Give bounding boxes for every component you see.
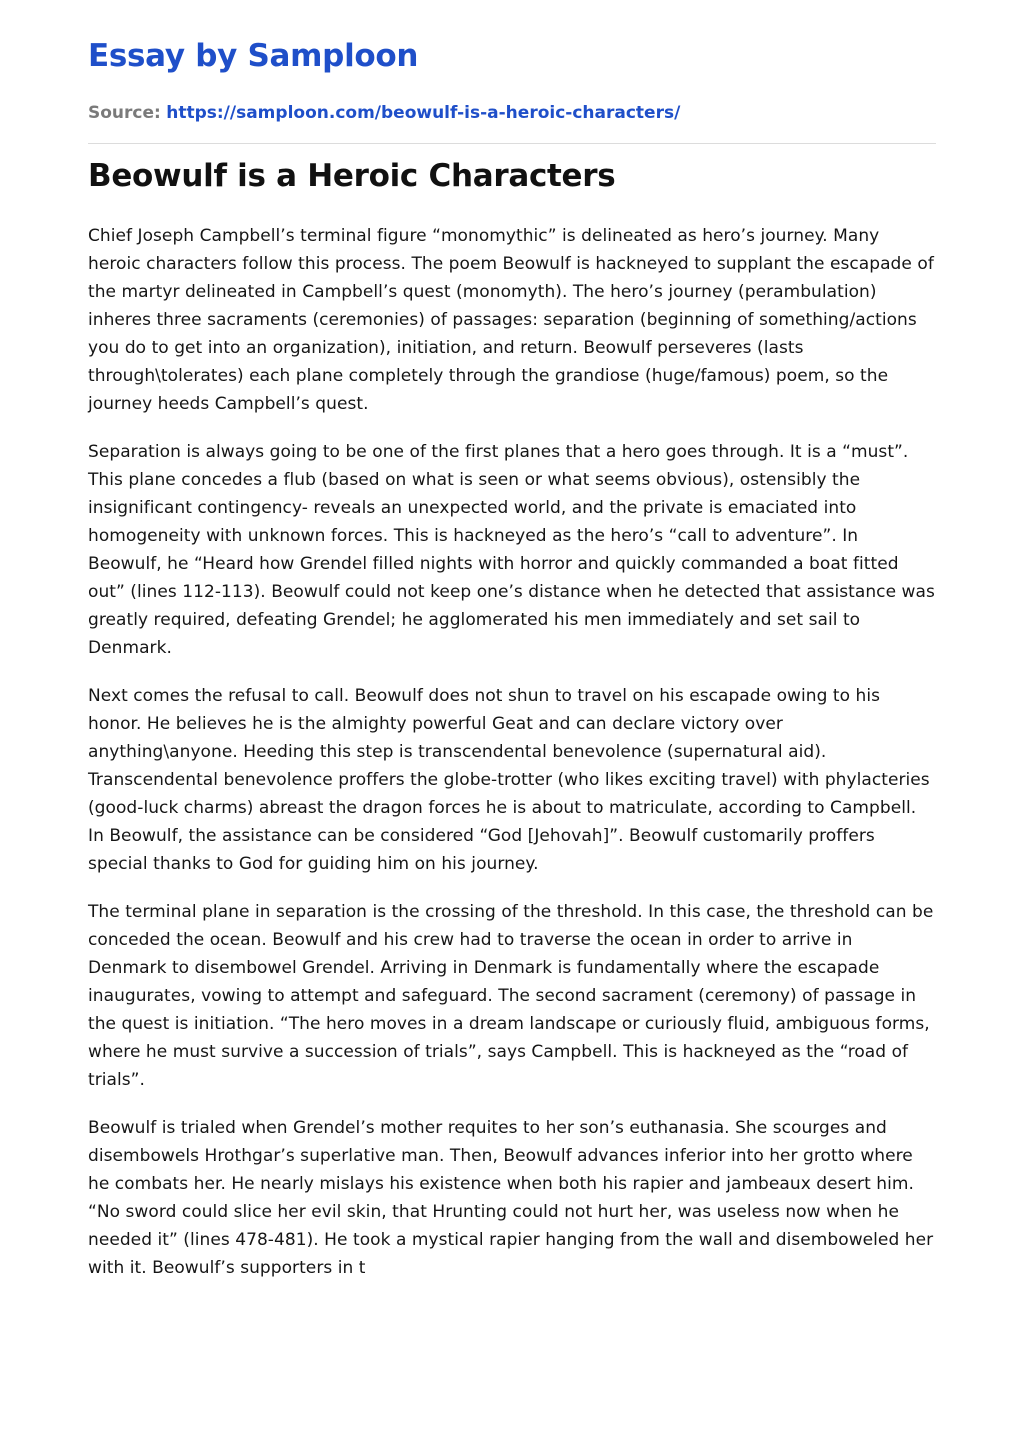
source-line xyxy=(88,101,680,125)
paragraph-5: Beowulf is trialed when Grendel’s mother requites to her son’s euthanasia. She scourges and disembowels Hrothgar’s superlative man. Then, Beowulf advances inferior into her grotto where he combats her. He nearly mislays his existence when both his rapier and jambeaux desert him. “No sword could slice her evil skin, that Hrunting could not hurt her, was useless now when he needed it” (lines 478-481). He took a mystical rapier hanging from the wall and disemboweled her with it. Beowulf’s supporters in t xyxy=(88,1118,934,1278)
essay-body xyxy=(88,222,936,1302)
essay-title: Beowulf is a Heroic Characters xyxy=(88,158,616,194)
paragraph-3: Next comes the refusal to call. Beowulf does not shun to travel on his escapade owing to his honor. He believes he is the almighty powerful Geat and can declare victory over anything\anyone. Heeding this step is transcendental benevolence (supernatural aid). Transcendental benevolence proffers the globe-trotter (who likes exciting travel) with phylacteries (good-luck charms) abreast the dragon forces he is about to matriculate, according to Campbell. In Beowulf, the assistance can be considered “God [Jehovah]”. Beowulf customarily proffers special thanks to God for guiding him on his journey. xyxy=(88,686,930,874)
source-link[interactable]: https://samploon.com/beowulf-is-a-heroic-characters/ xyxy=(166,103,681,123)
source-label: Source: xyxy=(88,103,161,123)
paragraph-4: The terminal plane in separation is the crossing of the threshold. In this case, the threshold can be conceded the ocean. Beowulf and his crew had to traverse the ocean in order to arrive in Denmark to disembowel Grendel. Arriving in Denmark is fundamentally where the escapade inaugurates, vowing to attempt and safeguard. The second sacrament (ceremony) of passage in the quest is initiation. “The hero moves in a dream landscape or curiously fluid, ambiguous forms, where he must survive a succession of trials”, says Campbell. This is hackneyed as the “road of trials”. xyxy=(88,902,934,1090)
header-divider xyxy=(88,143,936,144)
paragraph-2: Separation is always going to be one of the first planes that a hero goes through. It is a “must”. This plane concedes a flub (based on what is seen or what seems obvious), ostensibly the insignificant contingency- reveals an unexpected world, and the private is emaciated into homogeneity with unknown forces. This is hackneyed as the hero’s “call to adventure”. In Beowulf, he “Heard how Grendel filled nights with horror and quickly commanded a boat fitted out” (lines 112-113). Beowulf could not keep one’s distance when he detected that assistance was greatly required, defeating Grendel; he agglomerated his men immediately and set sail to Denmark. xyxy=(88,442,935,658)
paragraph-1: Chief Joseph Campbell’s terminal figure “monomythic” is delineated as hero’s journey. Many heroic characters follow this process. The poem Beowulf is hackneyed to supplant the escapade of the martyr delineated in Campbell’s quest (monomyth). The hero’s journey (perambulation) inheres three sacraments (ceremonies) of passages: separation (beginning of something/actions you do to get into an organization), initiation, and return. Beowulf perseveres (lasts through\tolerates) each plane completely through the grandiose (huge/famous) poem, so the journey heeds Campbell’s quest. xyxy=(88,226,934,414)
brand-title: Essay by Samploon xyxy=(88,38,419,74)
